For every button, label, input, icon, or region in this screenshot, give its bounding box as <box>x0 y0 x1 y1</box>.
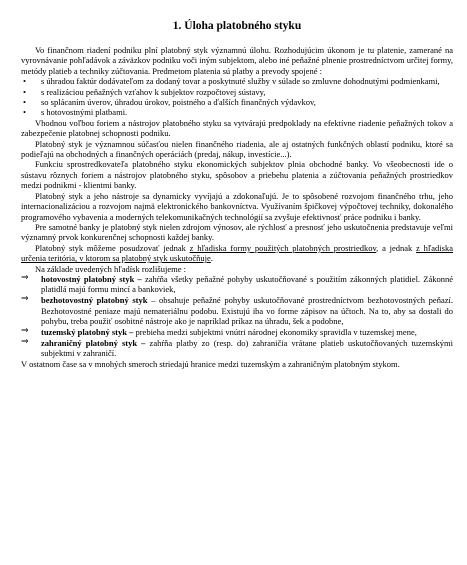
list-item: ⇒ hotovostný platobný styk – zahŕňa všetky peňažné pohyby uskutočňované s použitím zákonných platidiel. Zákonné platidlá majú formu mincí a bankoviek, <box>21 272 453 295</box>
arrow-icon: ⇒ <box>21 272 29 283</box>
arrow-icon: ⇒ <box>21 336 29 347</box>
paragraph-platobny: Platobný styk je významnou súčasťou nielen finančného riadenia, ale aj ostatných funkčných oblastí podniku, ktoré sa podieľajú na obchodných a finančných operáciách (predaj, nákup, investície...). <box>21 138 453 160</box>
bullet-marker: • <box>23 97 26 108</box>
paragraph-posudzovat: Platobný styk môžeme posudzovať jednak z hľadiska formy použitých platobných prostriedkov, a jednak z hľadiska určenia teritória, v ktorom sa platobný styk uskutočňuje. <box>21 242 453 264</box>
arrow-icon: ⇒ <box>21 325 29 336</box>
arrow-icon: ⇒ <box>21 294 29 305</box>
term-label: bezhotovostný platobný styk <box>41 295 148 306</box>
list-item: ⇒ tuzemský platobný styk – prebieha medzi subjektmi vnútri národnej ekonomiky spravidla v tuzemskej mene, <box>21 325 417 337</box>
paragraph-dynamicky: Platobný styk a jeho nástroje sa dynamicky vyvíjajú a zdokonaľujú. Je to spôsobené rozvojom finančného trhu, jeho internacionalizáciou a rozvojom najmä elektronického bankovníctva. Využívaním špičkovej výpočtovej techniky, dokonalého programového vybavenia a moderných telekomunikačných technológií sa zvyšuje efektivnosť práce podniku i banky. <box>21 190 453 222</box>
paragraph-samotne: Pre samotné banky je platobný styk nielen zdrojom výnosov, ale rýchlosť a presnosť jeho uskutočnenia predstavuje veľmi významný prvok konkurenčnej schopnosti každej banky. <box>21 221 453 243</box>
underlined-criterion-territory: z hľadiska určenia teritória, v ktorom sa platobný styk uskutočňuje <box>21 242 453 264</box>
term-label: zahraničný platobný styk – <box>41 337 146 348</box>
list-item: • s úhradou faktúr dodávateľom za dodaný tovar a poskytnuté služby v súlade so zmluvne dohodnutými podmienkami, <box>23 76 440 87</box>
list-item: ⇒ zahraničný platobný styk – zahŕňa platby zo (resp. do) zahraničia vrátane platieb uskutočňovaných tuzemskými subjektmi v zahraničí. <box>21 336 453 359</box>
paragraph-vhodnou: Vhodnou voľbou foriem a nástrojov platobného styku sa vytvárajú predpoklady na efektívne riadenie peňažných tokov a zabezpečenie platobnej schopnosti podniku. <box>21 117 453 139</box>
underlined-criterion-form: z hľadiska formy použitých platobných prostriedkov <box>189 242 377 253</box>
bullet-marker: • <box>23 86 26 97</box>
paragraph-funkciu: Funkciu sprostredkovateľa platobného styku ekonomických subjektov plnia obchodné banky. Vo všeobecnosti ide o sústavu rôznych foriem a nástrojov platobného styku, spôsobov a priebehu platenia a zúčtovania peňažných prostriedkov medzi podnikmi - klientmi banky. <box>21 159 453 191</box>
list-item: • s hotovostnými platbami. <box>23 107 128 118</box>
bullet-marker: • <box>23 107 26 118</box>
bullet-marker: • <box>23 76 26 87</box>
list-item: • so splácaním úverov, úhradou úrokov, poistného a ďalších finančných výdavkov, <box>23 97 316 108</box>
term-label: tuzemský platobný styk – <box>41 326 134 337</box>
document-title: 1. Úloha platobného styku <box>172 20 302 32</box>
payment-subject-list <box>21 76 453 118</box>
paragraph-zaklade: Na základe uvedených hľadísk rozlišujeme : <box>35 263 186 274</box>
list-item: ⇒ bezhotovostný platobný styk – obsahuje peňažné pohyby uskutočňované prostredníctvom bezhotovostných peňazí. Bezhotovostné peniaze majú nemateriálnu podobu. Existujú iba vo forme zápisov na účtoch. Na to, aby sa dostali do pohybu, treba použiť osobitné nástroje ako je napríklad príkaz na úhradu, šek a podobne, <box>21 294 453 327</box>
paragraph-final: V ostatnom čase sa v mnohých smeroch striedajú hranice medzi tuzemským a zahraničným platobným stykom. <box>21 359 400 370</box>
term-label: hotovostný platobný styk – <box>41 273 142 284</box>
payment-type-list <box>21 274 453 359</box>
list-item: • s realizáciou peňažných vzťahov k subjektov rozpočtovej sústavy, <box>23 86 266 97</box>
intro-paragraph: Vo finančnom riadení podniku plní platobný styk významnú úlohu. Rozhodujúcim úkonom je tu platenie, zamerané na vyrovnávanie pohľadávok a záväzkov podniku voči iným subjektom, alebo iné peňažné plnenie prostredníctvom určitej formy, metódy platieb a techniky zúčtovania. Predmetom platenia sú platby a prevody spojené : <box>21 45 453 76</box>
